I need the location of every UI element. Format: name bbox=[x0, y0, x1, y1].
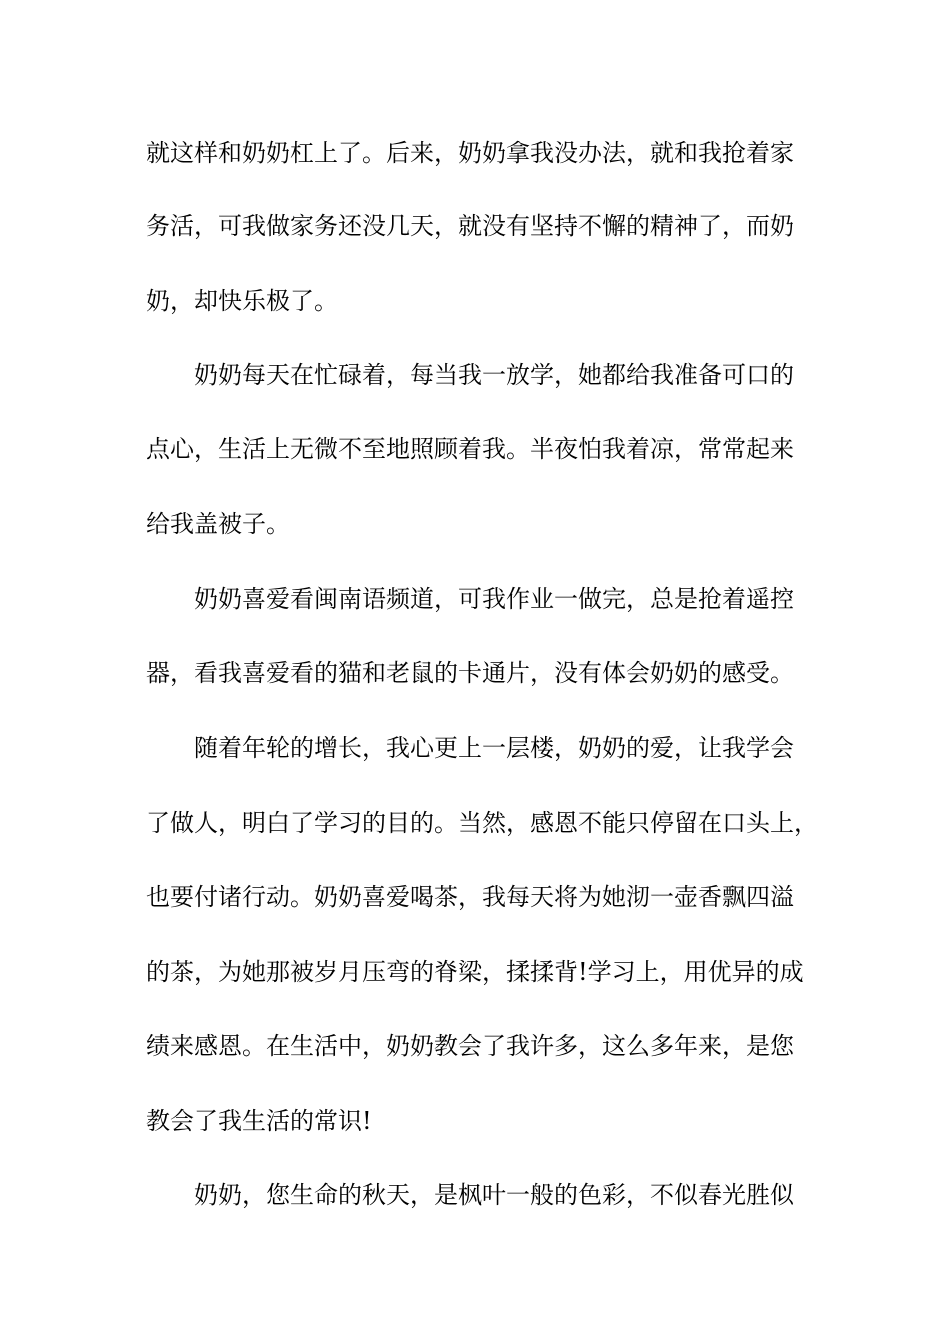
paragraph-start-line-15: 奶奶，您生命的秋天，是枫叶一般的色彩，不似春光胜似 bbox=[194, 1181, 794, 1209]
text-line-6: 给我盖被子。 bbox=[146, 510, 290, 538]
text-line-11: 也要付诸行动。奶奶喜爱喝茶，我每天将为她沏一壶香飘四溢 bbox=[146, 883, 794, 911]
text-line-2: 务活，可我做家务还没几天，就没有坚持不懈的精神了，而奶 bbox=[146, 212, 794, 240]
text-line-10: 了做人，明白了学习的目的。当然，感恩不能只停留在口头上， bbox=[146, 809, 818, 837]
paragraph-start-line-9: 随着年轮的增长，我心更上一层楼，奶奶的爱，让我学会 bbox=[194, 734, 794, 762]
text-line-14: 教会了我生活的常识! bbox=[146, 1107, 372, 1135]
text-line-5: 点心，生活上无微不至地照顾着我。半夜怕我着凉，常常起来 bbox=[146, 435, 794, 463]
text-line-8: 器，看我喜爱看的猫和老鼠的卡通片，没有体会奶奶的感受。 bbox=[146, 659, 794, 687]
paragraph-start-line-7: 奶奶喜爱看闽南语频道，可我作业一做完，总是抢着遥控 bbox=[194, 585, 794, 613]
text-line-12: 的茶，为她那被岁月压弯的脊梁，揉揉背!学习上，用优异的成 bbox=[146, 958, 804, 986]
text-line-13: 绩来感恩。在生活中，奶奶教会了我许多，这么多年来，是您 bbox=[146, 1032, 794, 1060]
text-line-3: 奶，却快乐极了。 bbox=[146, 287, 338, 315]
paragraph-start-line-4: 奶奶每天在忙碌着，每当我一放学，她都给我准备可口的 bbox=[194, 361, 794, 389]
text-line-1: 就这样和奶奶杠上了。后来，奶奶拿我没办法，就和我抢着家 bbox=[146, 139, 794, 167]
